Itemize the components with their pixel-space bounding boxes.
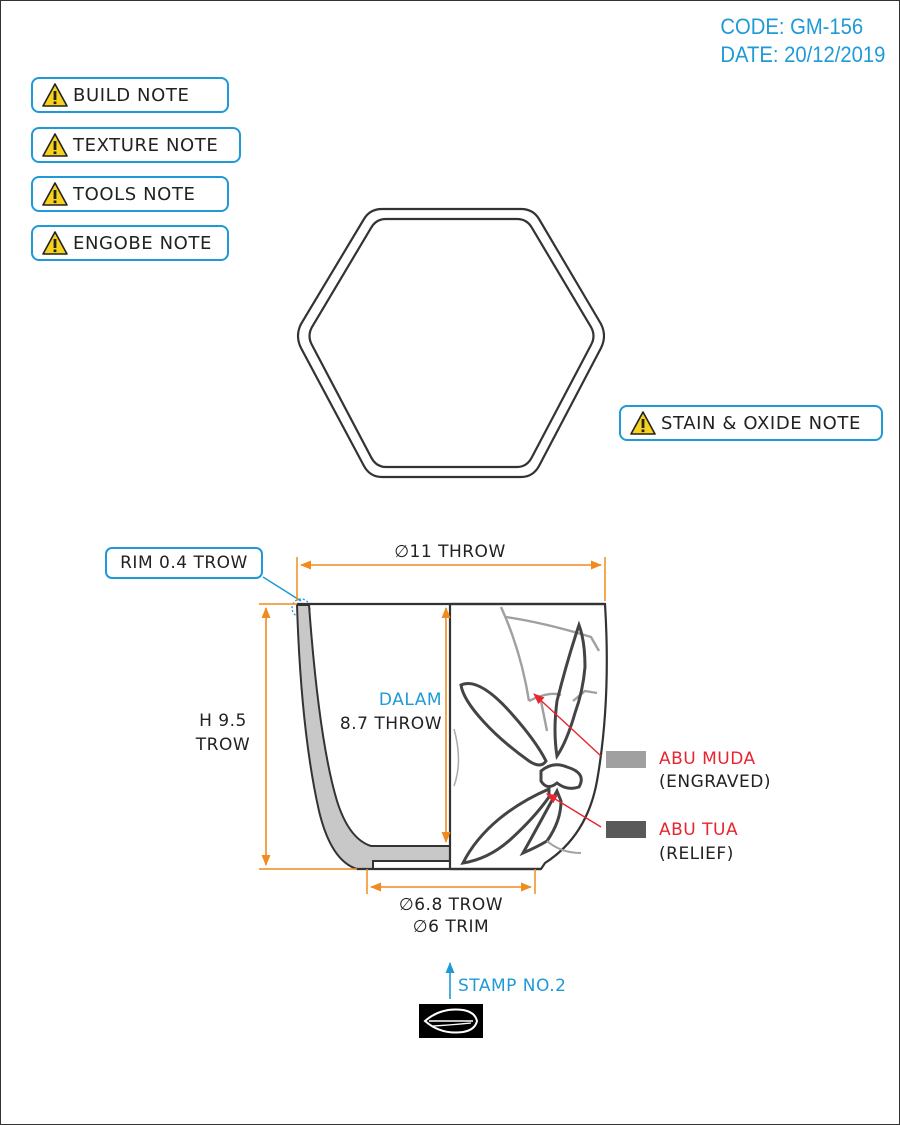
dimension-base <box>367 869 535 894</box>
cross-section <box>297 604 605 869</box>
relief-swatch <box>606 821 646 838</box>
depth-label-line1: DALAM <box>378 690 442 710</box>
legend-engraved-desc: (ENGRAVED) <box>659 772 772 792</box>
height-label-line2: TROW <box>195 735 251 755</box>
note-label: BUILD NOTE <box>73 84 190 106</box>
base-label-line1: ∅6.8 TROW <box>398 895 504 915</box>
note-label: TEXTURE NOTE <box>73 134 219 156</box>
stamp-label: STAMP NO.2 <box>458 976 567 996</box>
note-label: STAIN & OXIDE NOTE <box>661 412 862 434</box>
legend-relief-name: ABU TUA <box>659 820 739 840</box>
height-label-line1: H 9.5 <box>199 711 247 731</box>
depth-label-line2: 8.7 THROW <box>339 714 442 734</box>
diameter-top-label: ∅11 THROW <box>394 542 506 562</box>
base-label-line2: ∅6 TRIM <box>412 917 490 937</box>
engraved-callout-arrow <box>534 694 601 756</box>
engraved-swatch <box>606 751 646 768</box>
drawing-date: DATE: 20/12/2019 <box>719 42 885 67</box>
dimension-top-diameter <box>297 557 605 601</box>
note-label: TOOLS NOTE <box>73 183 196 205</box>
legend-relief-desc: (RELIEF) <box>659 844 734 864</box>
top-view-hexagon <box>298 209 604 477</box>
legend-engraved-name: ABU MUDA <box>659 749 756 769</box>
rim-callout <box>105 547 263 579</box>
rim-leader-line <box>263 577 301 601</box>
exterior-view <box>450 604 607 869</box>
rim-label: RIM 0.4 TROW <box>120 553 248 573</box>
note-label: ENGOBE NOTE <box>73 232 212 254</box>
leaf-stamp-icon <box>419 1004 483 1038</box>
product-code: CODE: GM-156 <box>719 14 863 39</box>
